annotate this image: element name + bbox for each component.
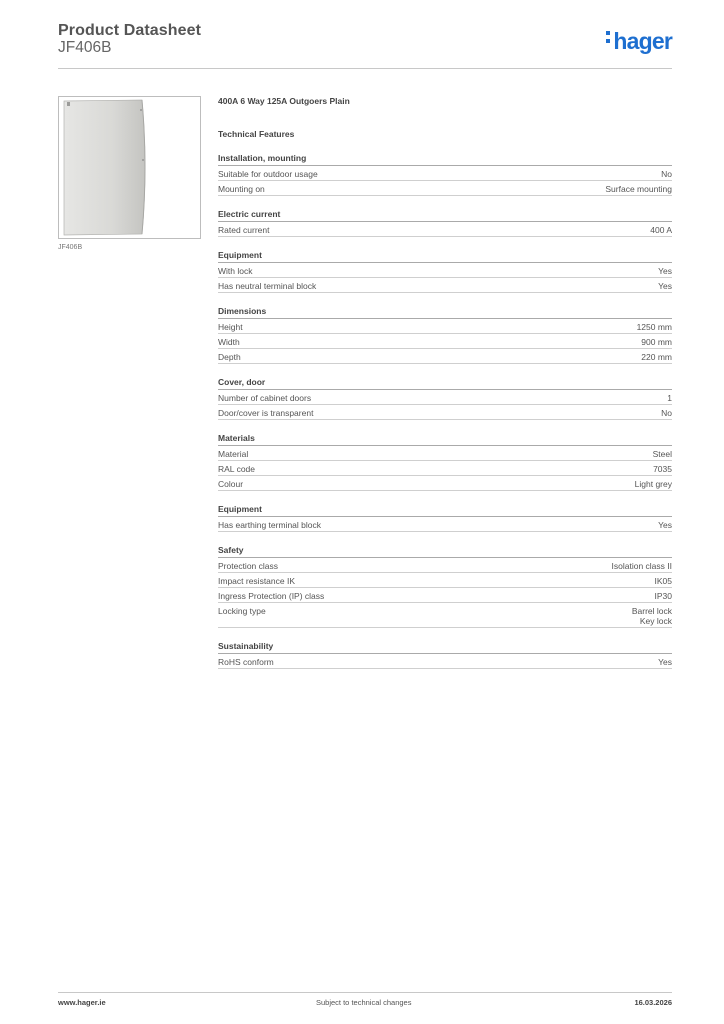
spec-row xyxy=(218,573,672,588)
spec-label: Has neutral terminal block xyxy=(218,281,317,291)
spec-row xyxy=(218,166,672,181)
spec-value xyxy=(650,225,672,235)
spec-label: Number of cabinet doors xyxy=(218,393,312,403)
spec-label: Impact resistance IK xyxy=(218,576,296,586)
spec-row xyxy=(218,654,672,669)
spec-value xyxy=(658,520,672,530)
product-description: 400A 6 Way 125A Outgoers Plain xyxy=(218,96,350,106)
spec-row xyxy=(218,558,672,573)
spec-value xyxy=(658,281,672,291)
section-title: Equipment xyxy=(218,503,672,517)
spec-label: Mounting on xyxy=(218,184,265,194)
spec-value-line: Key lock xyxy=(639,616,672,626)
spec-row xyxy=(218,446,672,461)
spec-label: Has earthing terminal block xyxy=(218,520,321,530)
spec-value xyxy=(637,322,672,332)
footer-date: 16.03.2026 xyxy=(634,998,672,1007)
spec-value xyxy=(653,464,672,474)
spec-label: Width xyxy=(218,337,240,347)
spec-label: Rated current xyxy=(218,225,270,235)
spec-value-line: Isolation class II xyxy=(611,561,672,571)
spec-value xyxy=(632,606,672,626)
spec-value xyxy=(658,266,672,276)
technical-features-heading: Technical Features xyxy=(218,129,295,139)
footer-notice: Subject to technical changes xyxy=(316,998,412,1007)
spec-value-line: Yes xyxy=(658,657,672,667)
spec-value-line: 7035 xyxy=(653,464,672,474)
spec-value-line: IP30 xyxy=(654,591,672,601)
section-title: Equipment xyxy=(218,249,672,263)
spec-value xyxy=(658,657,672,667)
footer-website: www.hager.ie xyxy=(58,998,106,1007)
spec-value-line: 1250 mm xyxy=(636,322,672,332)
spec-value-line: Barrel lock xyxy=(631,606,672,616)
spec-label: Colour xyxy=(218,479,244,489)
section-title: Safety xyxy=(218,544,672,558)
spec-label: Locking type xyxy=(218,606,266,616)
section-title: Electric current xyxy=(218,208,672,222)
spec-label: Protection class xyxy=(218,561,278,571)
spec-value xyxy=(605,184,672,194)
spec-section xyxy=(218,640,672,669)
spec-label: RoHS conform xyxy=(218,657,274,667)
spec-value xyxy=(612,561,672,571)
header-divider xyxy=(58,68,672,69)
spec-sections xyxy=(218,152,672,669)
spec-row xyxy=(218,263,672,278)
footer-divider xyxy=(58,992,672,993)
cabinet-image xyxy=(62,98,152,236)
spec-value xyxy=(661,408,672,418)
spec-section xyxy=(218,152,672,196)
spec-row xyxy=(218,319,672,334)
spec-value-line: IK05 xyxy=(654,576,672,586)
spec-value xyxy=(653,449,672,459)
spec-value-line: Steel xyxy=(652,449,672,459)
spec-label: Height xyxy=(218,322,243,332)
spec-value xyxy=(655,591,673,601)
spec-row xyxy=(218,349,672,364)
spec-value xyxy=(661,169,672,179)
spec-value-line: Yes xyxy=(658,266,672,276)
section-title: Materials xyxy=(218,432,672,446)
spec-value-line: Yes xyxy=(658,281,672,291)
spec-row xyxy=(218,517,672,532)
spec-row xyxy=(218,476,672,491)
page-header xyxy=(58,20,672,70)
spec-value xyxy=(641,337,672,347)
hager-logo xyxy=(606,28,672,55)
spec-value-line: No xyxy=(661,408,672,418)
section-title: Sustainability xyxy=(218,640,672,654)
spec-value xyxy=(667,393,672,403)
spec-row xyxy=(218,222,672,237)
section-title: Installation, mounting xyxy=(218,152,672,166)
spec-section xyxy=(218,208,672,237)
spec-label: With lock xyxy=(218,266,253,276)
spec-label: Door/cover is transparent xyxy=(218,408,314,418)
spec-label: RAL code xyxy=(218,464,256,474)
spec-label: Depth xyxy=(218,352,241,362)
spec-section xyxy=(218,503,672,532)
spec-row xyxy=(218,278,672,293)
spec-row xyxy=(218,390,672,405)
spec-row xyxy=(218,405,672,420)
spec-label: Suitable for outdoor usage xyxy=(218,169,318,179)
document-title: Product Datasheet xyxy=(58,22,202,39)
spec-value-line: No xyxy=(661,169,672,179)
spec-row xyxy=(218,181,672,196)
logo-dots-icon xyxy=(606,31,611,47)
spec-section xyxy=(218,544,672,628)
spec-content xyxy=(218,94,672,669)
image-caption: JF406B xyxy=(58,244,83,251)
spec-section xyxy=(218,249,672,293)
spec-value-line: Yes xyxy=(658,520,672,530)
spec-value-line: 220 mm xyxy=(641,352,672,362)
spec-value xyxy=(635,479,672,489)
section-title: Dimensions xyxy=(218,305,672,319)
spec-section xyxy=(218,305,672,364)
spec-value xyxy=(641,352,672,362)
spec-value-line: 1 xyxy=(667,393,672,403)
section-title: Cover, door xyxy=(218,376,672,390)
spec-row xyxy=(218,603,672,628)
spec-section xyxy=(218,376,672,420)
logo-text: hager xyxy=(613,28,672,54)
spec-row xyxy=(218,461,672,476)
spec-value-line: Surface mounting xyxy=(605,184,672,194)
spec-label: Ingress Protection (IP) class xyxy=(218,591,325,601)
document-subtitle: JF406B xyxy=(58,39,112,56)
spec-value-line: 400 A xyxy=(650,225,672,235)
spec-label: Material xyxy=(218,449,249,459)
spec-value xyxy=(655,576,673,586)
spec-value-line: Light grey xyxy=(634,479,672,489)
spec-row xyxy=(218,588,672,603)
spec-value-line: 900 mm xyxy=(641,337,672,347)
spec-section xyxy=(218,432,672,491)
spec-row xyxy=(218,334,672,349)
